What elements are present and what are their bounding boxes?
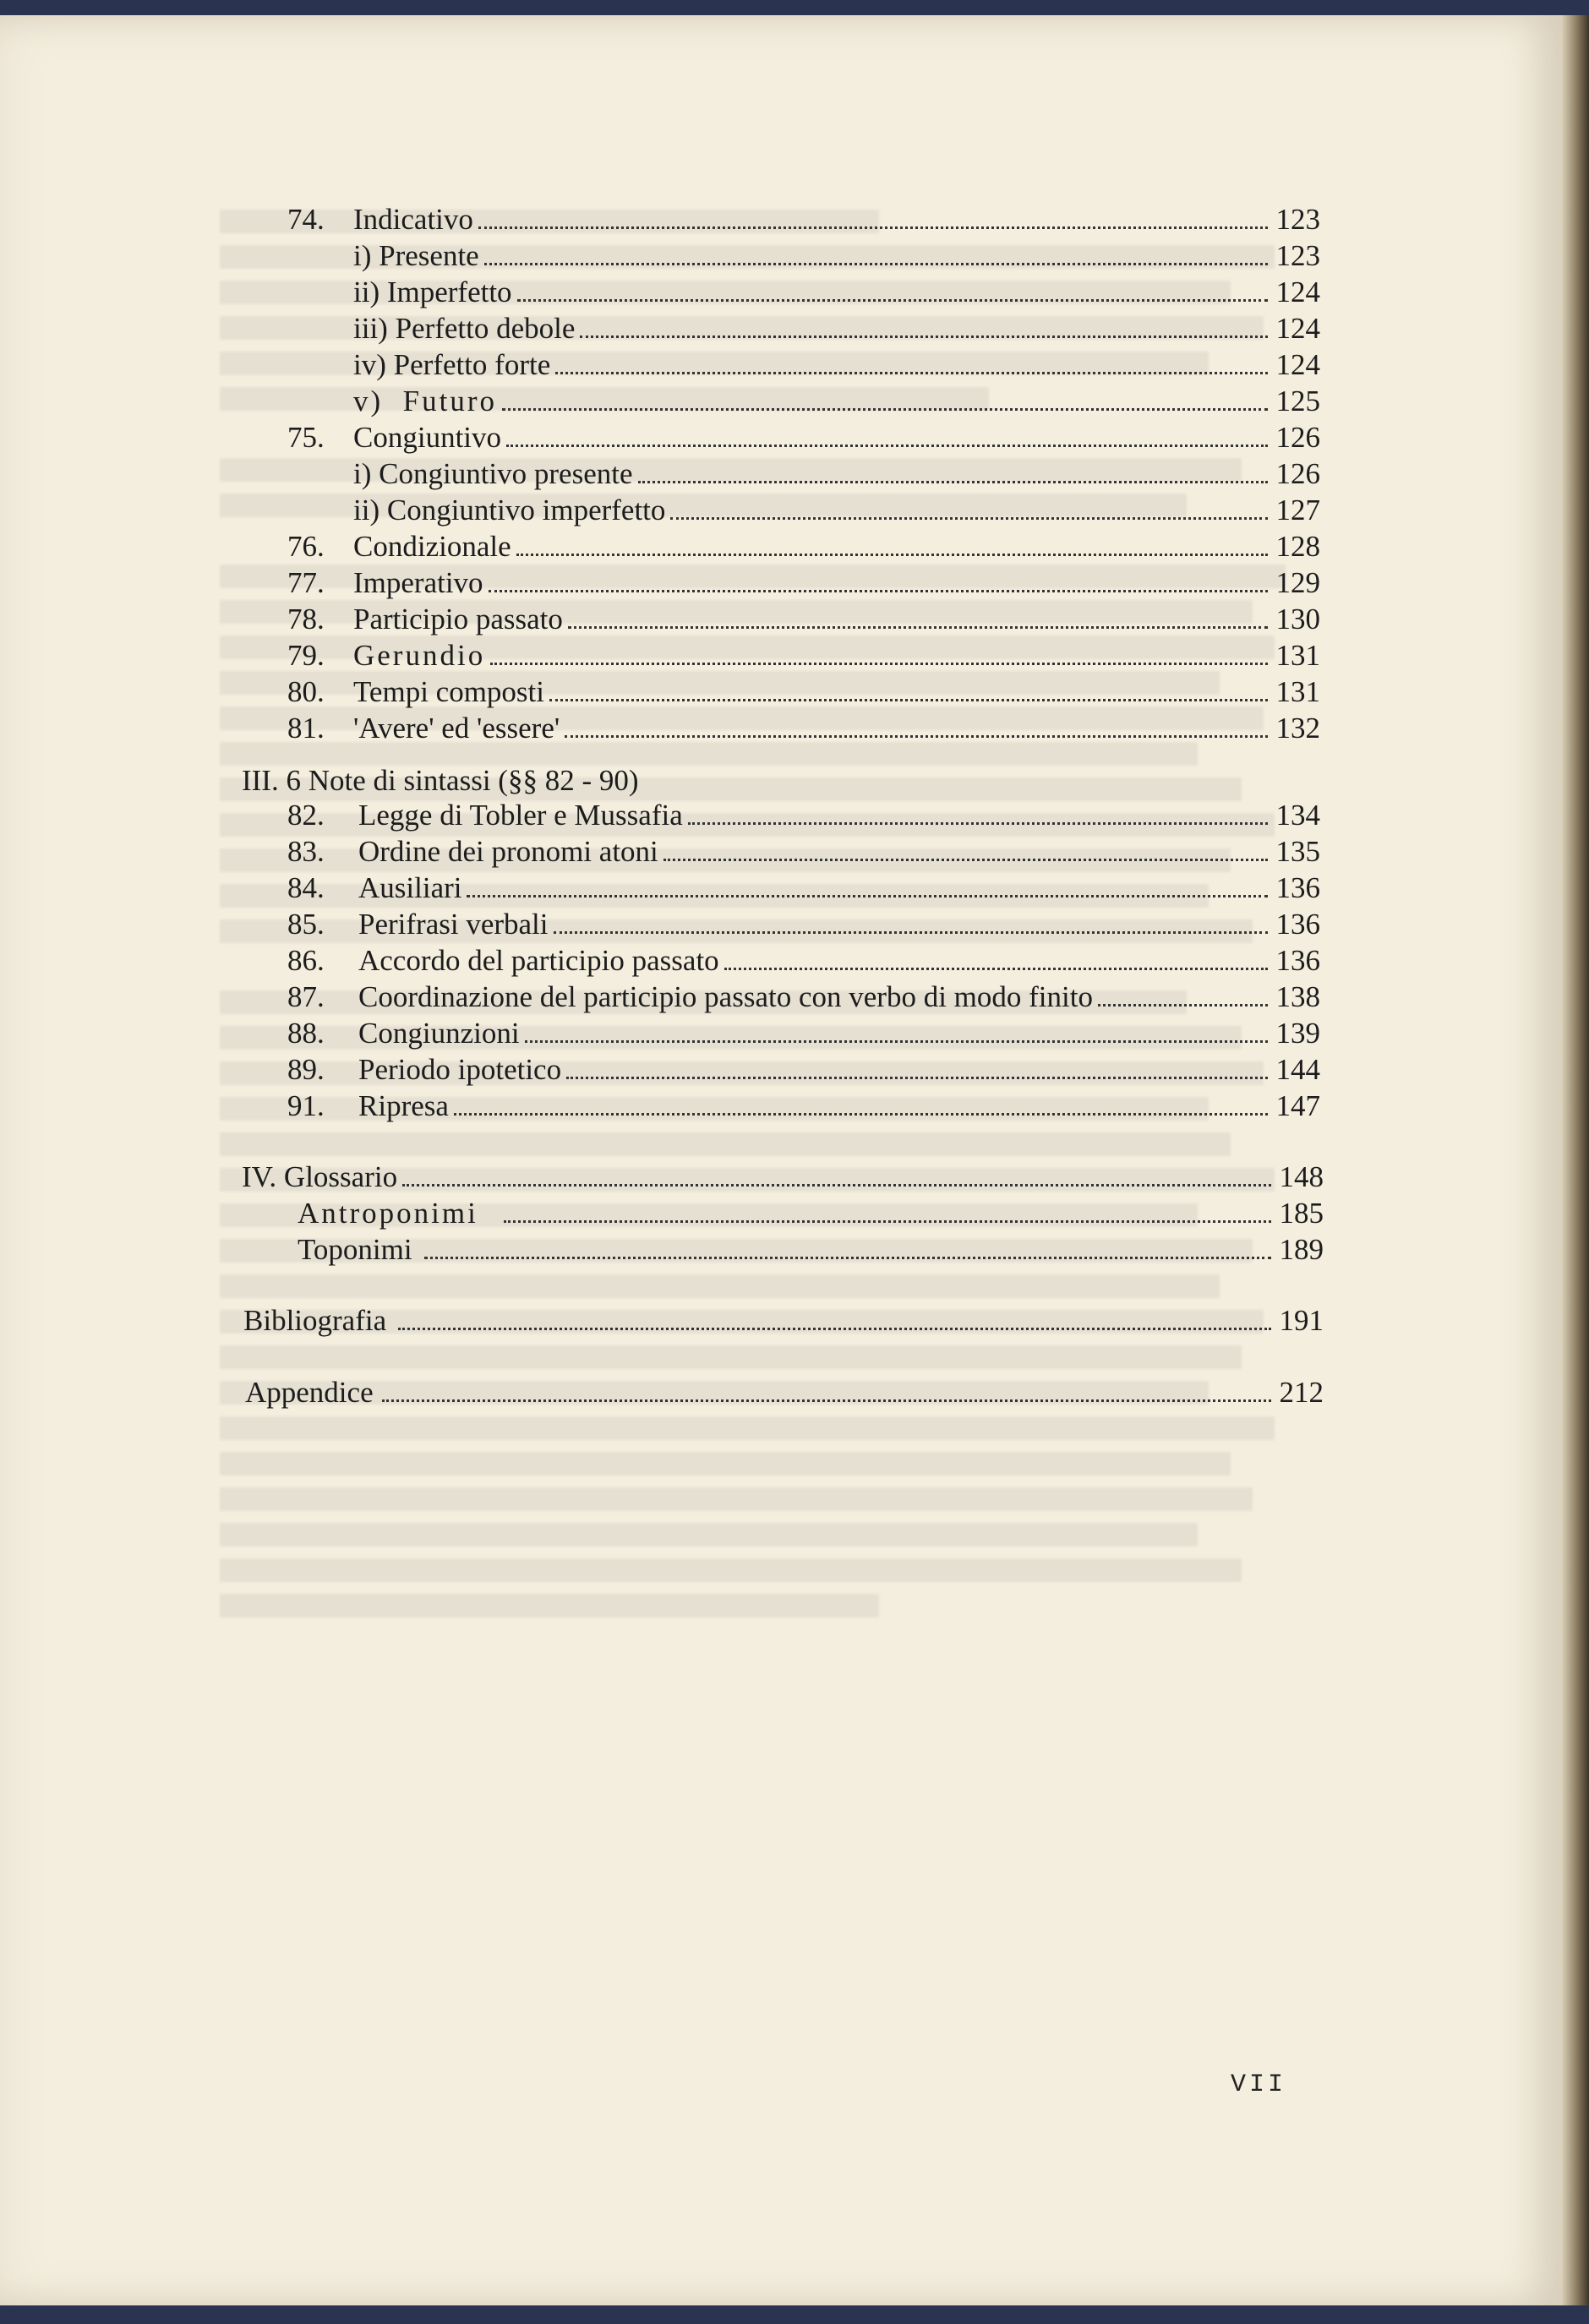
- toc-number: 83.: [287, 835, 325, 868]
- toc-entry-glossario: [242, 1160, 1324, 1194]
- toc-page: 131: [1275, 639, 1320, 672]
- leader-dots: [402, 1184, 1271, 1187]
- toc-entry-87: [287, 980, 1320, 1014]
- toc-entry-74-iv: [353, 348, 1320, 382]
- toc-number: 79.: [287, 639, 325, 672]
- toc-page: 125: [1275, 385, 1320, 417]
- toc-page: 124: [1275, 312, 1320, 345]
- toc-entry-75-ii: [353, 494, 1320, 527]
- leader-dots: [484, 263, 1268, 265]
- leader-dots: [398, 1328, 1271, 1330]
- toc-label: iv) Perfetto forte: [353, 348, 551, 381]
- toc-number: 85.: [287, 908, 325, 941]
- toc-entry-toponimi: [298, 1233, 1324, 1267]
- toc-entry-88: [287, 1017, 1320, 1050]
- toc-entry-81: [287, 712, 1320, 745]
- leader-dots: [502, 408, 1268, 411]
- toc-page: 126: [1275, 457, 1320, 490]
- leader-dots: [506, 445, 1268, 447]
- toc-page: 139: [1275, 1017, 1320, 1050]
- leader-dots: [490, 663, 1268, 665]
- toc-page: 124: [1275, 348, 1320, 381]
- toc-page: 144: [1275, 1053, 1320, 1086]
- leader-dots: [489, 590, 1268, 592]
- toc-entry-antroponimi: [298, 1197, 1324, 1230]
- leader-dots: [688, 822, 1268, 825]
- toc-entry-82: [287, 799, 1320, 832]
- toc-number: 74.: [287, 203, 325, 236]
- toc-entry-74: [287, 203, 1320, 237]
- toc-entry-91: [287, 1089, 1320, 1123]
- toc-entry-74-v: [353, 385, 1320, 418]
- toc-page: 124: [1275, 275, 1320, 308]
- toc-label: III. 6 Note di sintassi (§§ 82 - 90): [242, 764, 639, 797]
- toc-number: 84.: [287, 871, 325, 904]
- toc-number: 77.: [287, 566, 325, 599]
- toc-label: Congiuntivo: [353, 421, 502, 454]
- leader-dots: [724, 968, 1268, 970]
- toc-page: 123: [1275, 203, 1320, 236]
- leader-dots: [478, 226, 1268, 229]
- toc-section-heading-iii: [242, 764, 1256, 798]
- toc-number: 78.: [287, 603, 325, 636]
- leader-dots: [663, 859, 1268, 861]
- toc-entry-75: [287, 421, 1320, 455]
- toc-label: Coordinazione del participio passato con verbo di modo finito: [358, 980, 1093, 1013]
- toc-label: Congiunzioni: [358, 1017, 520, 1050]
- leader-dots: [504, 1220, 1271, 1223]
- toc-number: 89.: [287, 1053, 325, 1086]
- toc-label: Antroponimi: [298, 1197, 478, 1230]
- leader-dots: [517, 299, 1268, 302]
- toc-entry-74-i: [353, 239, 1320, 273]
- toc-label: Imperativo: [353, 566, 483, 599]
- leader-dots: [525, 1040, 1268, 1043]
- toc-label: Toponimi: [298, 1233, 412, 1266]
- toc-label: Ripresa: [358, 1089, 449, 1122]
- toc-page: 212: [1279, 1376, 1324, 1409]
- toc-label: Tempi composti: [353, 675, 544, 708]
- toc-page: 132: [1275, 712, 1320, 745]
- toc-label: ii) Congiuntivo imperfetto: [353, 494, 666, 526]
- toc-entry-76: [287, 530, 1320, 564]
- leader-dots: [568, 626, 1268, 629]
- toc-page: 189: [1279, 1233, 1324, 1266]
- toc-page: 136: [1275, 944, 1320, 977]
- toc-page: 126: [1275, 421, 1320, 454]
- leader-dots: [454, 1113, 1268, 1116]
- toc-number: 81.: [287, 712, 325, 745]
- toc-label: Gerundio: [353, 639, 486, 672]
- toc-page: 148: [1279, 1160, 1324, 1193]
- toc-entry-79: [287, 639, 1320, 673]
- leader-dots: [467, 895, 1268, 897]
- toc-label: Appendice: [245, 1376, 374, 1409]
- leader-dots: [638, 481, 1268, 483]
- toc-label: Participio passato: [353, 603, 563, 636]
- toc-number: 82.: [287, 799, 325, 832]
- leader-dots: [555, 372, 1268, 374]
- toc-number: 80.: [287, 675, 325, 708]
- toc-page: 135: [1275, 835, 1320, 868]
- toc-page: 136: [1275, 908, 1320, 941]
- toc-entry-85: [287, 908, 1320, 941]
- page-number: VII: [1231, 2070, 1287, 2099]
- toc-page: 136: [1275, 871, 1320, 904]
- toc-entry-74-ii: [353, 275, 1320, 309]
- toc-label: Ordine dei pronomi atoni: [358, 835, 658, 868]
- leader-dots: [1098, 1004, 1268, 1007]
- toc-entry-78: [287, 603, 1320, 636]
- toc-page: 185: [1279, 1197, 1324, 1230]
- leader-dots: [565, 735, 1268, 738]
- toc-page: 127: [1275, 494, 1320, 526]
- toc-label: Indicativo: [353, 203, 473, 236]
- toc-label: i) Presente: [353, 239, 479, 272]
- toc-page: 129: [1275, 566, 1320, 599]
- toc-label: ii) Imperfetto: [353, 275, 512, 308]
- toc-page: 191: [1279, 1304, 1324, 1337]
- toc-label: i) Congiuntivo presente: [353, 457, 633, 490]
- toc-label: Condizionale: [353, 530, 511, 563]
- leader-dots: [554, 931, 1269, 934]
- toc-entry-84: [287, 871, 1320, 905]
- toc-entry-appendice: [245, 1376, 1324, 1410]
- toc-entry-bibliografia: [243, 1304, 1324, 1338]
- toc-page: 128: [1275, 530, 1320, 563]
- toc-label: Accordo del participio passato: [358, 944, 719, 977]
- toc-label: Perifrasi verbali: [358, 908, 549, 941]
- toc-page: 131: [1275, 675, 1320, 708]
- toc-page: 130: [1275, 603, 1320, 636]
- toc-label: 'Avere' ed 'essere': [353, 712, 560, 745]
- toc-number: 87.: [287, 980, 325, 1013]
- toc-label: IV. Glossario: [242, 1160, 398, 1193]
- toc-entry-77: [287, 566, 1320, 600]
- toc-page: 134: [1275, 799, 1320, 832]
- page-edge: [1562, 15, 1589, 2305]
- toc-entry-80: [287, 675, 1320, 709]
- toc-number: 88.: [287, 1017, 325, 1050]
- toc-number: 75.: [287, 421, 325, 454]
- toc-entry-86: [287, 944, 1320, 978]
- toc-page: 138: [1275, 980, 1320, 1013]
- toc-entry-75-i: [353, 457, 1320, 491]
- toc-number: 91.: [287, 1089, 325, 1122]
- leader-dots: [670, 517, 1268, 520]
- toc-entry-74-iii: [353, 312, 1320, 346]
- toc-number: 86.: [287, 944, 325, 977]
- leader-dots: [382, 1399, 1271, 1402]
- toc-page: 147: [1275, 1089, 1320, 1122]
- toc-label: v) Futuro: [353, 385, 497, 417]
- toc-label: Ausiliari: [358, 871, 462, 904]
- toc-entry-89: [287, 1053, 1320, 1087]
- leader-dots: [424, 1257, 1271, 1259]
- leader-dots: [580, 336, 1268, 338]
- toc-label: Legge di Tobler e Mussafia: [358, 799, 683, 832]
- leader-dots: [516, 554, 1268, 556]
- toc-entry-83: [287, 835, 1320, 869]
- leader-dots: [566, 1077, 1268, 1079]
- toc-label: Bibliografia: [243, 1304, 387, 1337]
- toc-number: 76.: [287, 530, 325, 563]
- toc-label: Periodo ipotetico: [358, 1053, 562, 1086]
- toc-page: 123: [1275, 239, 1320, 272]
- leader-dots: [549, 699, 1268, 701]
- toc-label: iii) Perfetto debole: [353, 312, 576, 345]
